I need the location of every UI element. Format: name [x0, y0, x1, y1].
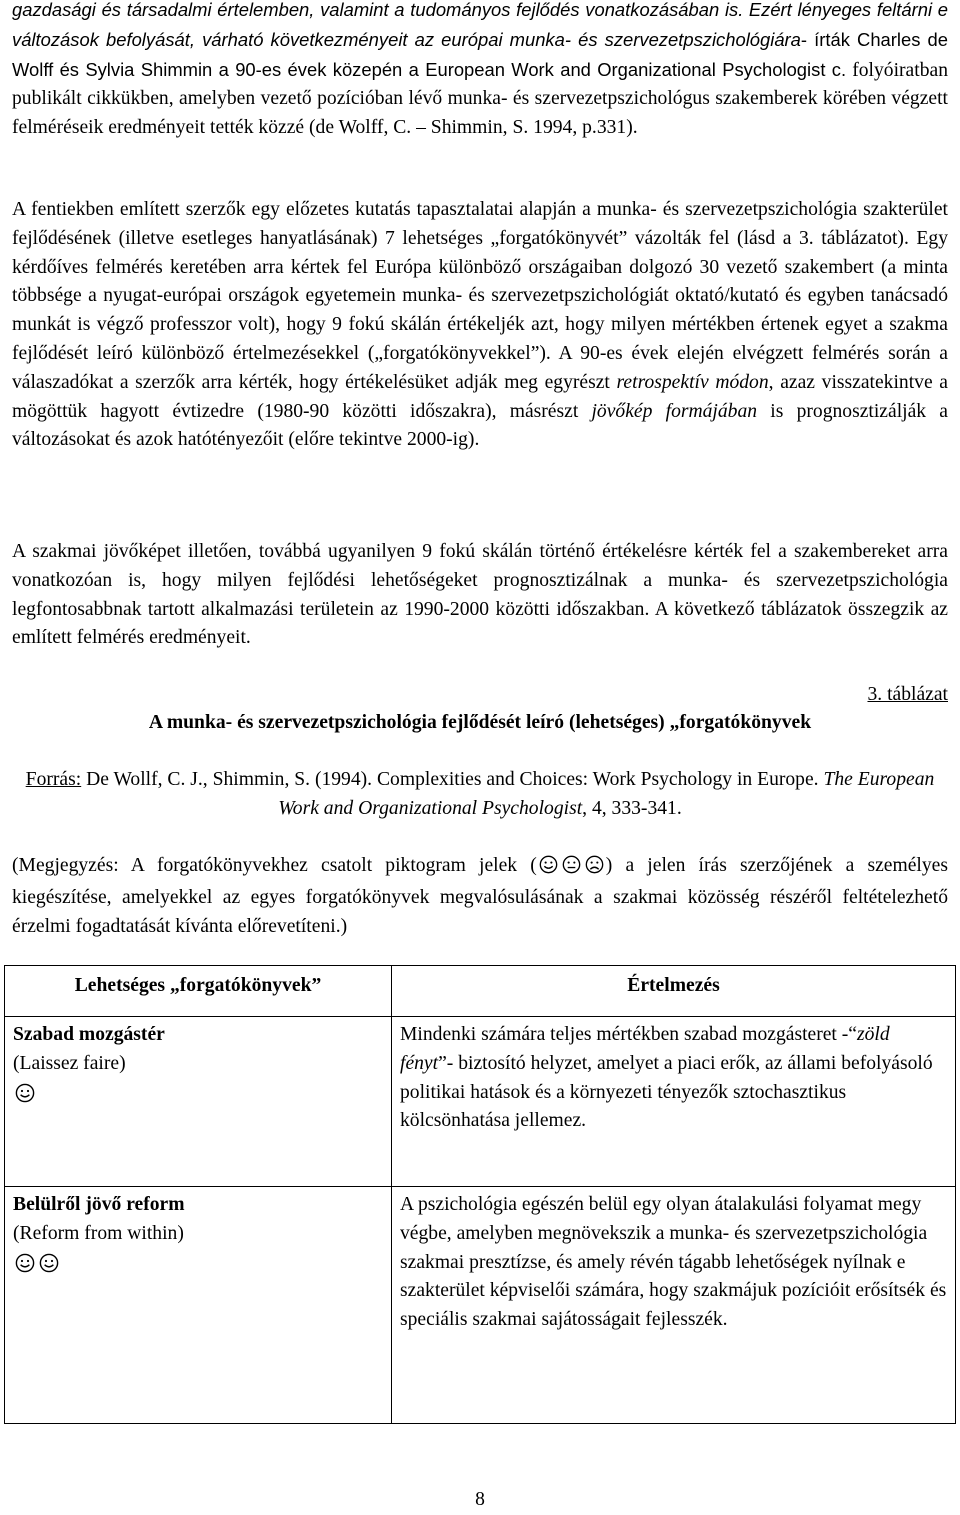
scenario-icons [13, 1081, 383, 1109]
table-title: A munka- és szervezetpszichológia fejlődését leíró (lehetséges) „forgatókönyvek [148, 712, 812, 733]
source-text: De Wollf, C. J., Shimmin, S. (1994). Complexities and Choices: Work Psychology in Europe. [81, 769, 824, 790]
survey-text-a: A fentiekben említett szerzők egy előzetes kutatás tapasztalatai alapján a munka- és szervezetpszichológia szakterület fejlődésének (illetve esetleges hanyatlásának) 7 lehetséges „forgatókönyvét” vázolták fel (lásd a 3. táblázatot). Egy kérdőíves felmérés keretében arra kértek fel Európa különböző országaiban dolgozó 30 vezető szakembert (a minta többsége a nyugat-európai országok egyetemein munka- és szervezetpszichológiát oktató/kutató és egyben tanácsadó munkát is végző professzor volt), hogy 9 fokú skálán értékeljék azt, hogy milyen mértékben értenek egyet a szakma fejlődését leíró különböző értelmezésekkel („forgatókönyvekkel”). A 90-es évek elején elvégzett felmérés során a válaszadókat a szerzők arra kérték, hogy értékelésüket adják meg egyrészt [12, 199, 948, 393]
survey-text-c: is prognosztizálják a változásokat és azok hatótényezőit (előre tekintve 2000-ig). [12, 400, 948, 451]
note-before: (Megjegyzés: A forgatókönyvekhez csatolt piktogram jelek ( [12, 855, 537, 876]
source-journal: The European Work and Organizational Psychologist [278, 769, 935, 819]
interpretation-text-a: A pszichológia egészén belül egy olyan átalakulási folyamat megy végbe, amelyben megnövekszik a munka- és szervezetpszichológia szakmai presztízse, és amely révén tágabb lehetőségek nyílnak e szakterület képviselői számára, hogy szakmájuk pozícióit erősítsék és speciális szakmai sajátosságait fejlesszék. [400, 1194, 947, 1331]
page-number: 8 [475, 1489, 485, 1510]
interpretation-text-b: ”- biztosító helyzet, amelyet a piaci erők, az állami befolyásoló politikai hatások és a környezeti tényezők sztochasztikus kölcsönhatása jellemez. [400, 1052, 933, 1132]
header-interpretation: Értelmezés [392, 966, 956, 1017]
interpretation-text-a: Mindenki számára teljes mértékben szabad mozgásteret -“ [400, 1024, 857, 1045]
survey-text-b: , azaz visszatekintve a mögöttük hagyott évtizedre (1980-90 közötti időszakra), másrészt [12, 371, 948, 422]
paragraph-survey [12, 196, 948, 455]
scenario-name: Belülről jövő reform [13, 1194, 185, 1215]
scenario-cell [5, 1017, 392, 1187]
scenario-english: (Laissez faire) [13, 1052, 126, 1074]
scenario-english: (Reform from within) [13, 1222, 184, 1244]
scenario-cell [5, 1187, 392, 1424]
interpretation-cell [392, 1187, 956, 1424]
scenario-table [4, 965, 956, 1424]
smiley-sad-icon [585, 855, 604, 884]
smiley-happy-icon [39, 1253, 59, 1283]
intro-italic-quote: Ezért lényeges feltárni e változások befolyását, várható következményeit az európai munka- és szervezetpszichológiára [12, 0, 948, 50]
interpretation-cell [392, 1017, 956, 1187]
paragraph-intro [12, 0, 948, 143]
smiley-happy-icon [539, 855, 558, 884]
paragraph-future: A szakmai jövőképet illetően, továbbá ugyanilyen 9 fokú skálán történő értékelésre kérték fel a szakembereket arra vonatkozóan is, hogy milyen fejlődési lehetőségeket prognosztizálnak a munka- és szervezetpszichológia legfontosabbnak tartott alkalmazási területein az 1990-2000 közötti időszakban. A következő táblázatok összegzik az említett felmérés eredményeit. [12, 541, 948, 649]
smiley-happy-icon [15, 1253, 35, 1283]
note-after: ) a jelen írás szerzőjének a személyes kiegészítése, amelyekkel az egyes forgatókönyvek megvalósulásának a szakmai közösség részéről feltételezhető érzelmi fogadtatását kívánta előrevetíteni.) [12, 855, 948, 937]
interpretation-italic: zöld fényt [400, 1024, 890, 1074]
smiley-neutral-icon [562, 855, 581, 884]
source-pages: , 4, 333-341. [582, 797, 682, 819]
intro-italic-line-1: gazdasági és társadalmi értelemben, valamint a tudományos fejlődés vonatkozásában is. [12, 0, 744, 20]
scenario-name: Szabad mozgástér [13, 1024, 165, 1045]
header-scenarios: Lehetséges „forgatókönyvek” [5, 966, 392, 1017]
smiley-happy-icon [15, 1083, 35, 1113]
scenario-icons [13, 1251, 383, 1279]
source-label: Forrás: [25, 769, 82, 790]
intro-attribution: - írták Charles de Wolff és Sylvia Shimmin a 90-es évek közepén a European Work and Organizational Psychologist c. [12, 28, 948, 80]
scenario-table-header-row [5, 966, 956, 1017]
intro-tail: folyóiratban publikált cikkükben, amelyben vezető pozícióban lévő munka- és szervezetpszichológus szakemberek körében végzett felméréseik eredményeit tették közzé (de Wolff, C. – Shimmin, S. 1994, p.331). [12, 59, 948, 139]
survey-italic-future: jövőkép formájában [591, 400, 758, 422]
survey-italic-retrospective: retrospektív módon [616, 371, 769, 393]
table-number: 3. táblázat [867, 684, 948, 705]
table-row [5, 1187, 956, 1424]
table-row [5, 1017, 956, 1187]
pictogram-note [12, 852, 948, 941]
table-source [12, 766, 948, 824]
